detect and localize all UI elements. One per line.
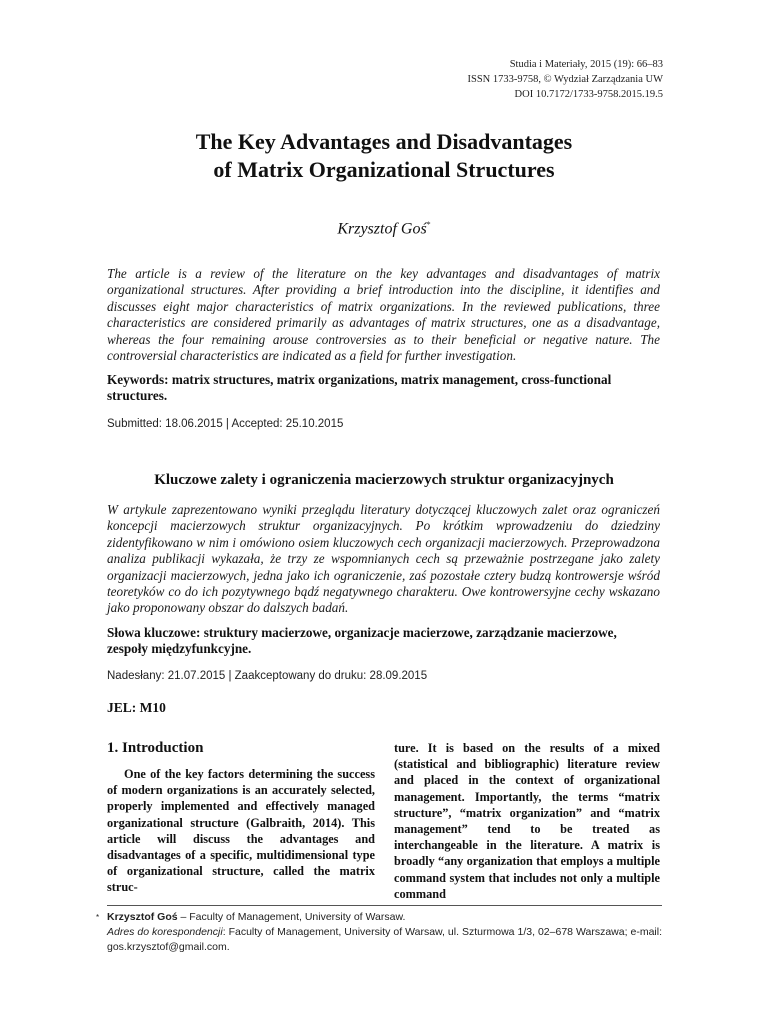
journal-meta	[467, 57, 663, 102]
footnote-address-label: Adres do korespondencji	[107, 926, 223, 938]
abstract-en: The article is a review of the literature on the key advantages and disadvantages of matrix organizational structures. After providing a brief introduction into the discipline, it identifies and discusses eight major characteristics of matrix organizations. In the reviewed publications, three characteristics are considered primarily as advantages of matrix structures, one as a disadvantage, whereas the four remaining arouse controversies as to their beneficial or negative nature. The controversial characteristics are indicated as a field for further investigation.	[107, 266, 660, 364]
doi-line: DOI 10.7172/1733-9758.2015.19.5	[514, 89, 663, 100]
author-footnote-mark: *	[426, 220, 431, 229]
keywords-pl-text: struktury macierzowe, organizacje macierzowe, zarządzanie macierzowe, zespoły międzyfunkcyjne.	[107, 625, 617, 657]
left-column	[107, 740, 375, 896]
jel-code: JEL: M10	[107, 700, 166, 715]
polish-title: Kluczowe zalety i ograniczenia macierzowych struktur organizacyjnych	[154, 472, 614, 488]
intro-text-right: ture. It is based on the results of a mixed (statistical and bibliographic) literature review and placed in the context of organizational management. Importantly, the terms “matrix structure”, “matrix organization” and “matrix management” tend to be treated as interchangeable in the literature. A matrix is broadly “any organization that employs a multiple command system that includes not only a multiple command	[394, 741, 660, 901]
abstract-pl: W artykule zaprezentowano wyniki przeglądu literatury dotyczącej kluczowych zalet oraz ograniczeń koncepcji macierzowych struktur organizacyjnych. Po krótkim wprowadzeniu do dziedziny zidentyfikowano w nim i omówiono osiem kluczowych cech organizacji macierzowych. Przeprowadzona analiza publikacji wykazała, że trzy ze wspomnianych cech są przeważnie postrzegane jako zalety organizacji macierzowych, jedna jako ich ograniczenie, zaś pozostałe cztery budzą kontrowersje wśród teoretyków co do ich pozytywnego bądź negatywnego charakteru. Owe kontrowersyjne cechy wskazano jako proponowany obszar do dalszych badań.	[107, 502, 660, 616]
issn-line: ISSN 1733-9758, © Wydział Zarządzania UW	[467, 74, 663, 85]
right-column	[394, 740, 660, 902]
footnote-affiliation-row	[107, 910, 662, 925]
footnote-address-row	[107, 925, 662, 955]
footnote-divider	[107, 905, 662, 906]
polish-dates: Nadesłany: 21.07.2015 | Zaakceptowany do druku: 28.09.2015	[107, 670, 428, 682]
footnote-address: : Faculty of Management, University of Warsaw, ul. Szturmowa 1/3, 02–678 Warszawa; e-mail: gos.krzysztof@gmail.com.	[107, 926, 662, 953]
keywords-pl-label: Słowa kluczowe:	[107, 625, 201, 640]
keywords-text: matrix structures, matrix organizations, matrix management, cross-functional structures.	[107, 372, 612, 404]
keywords-en	[107, 372, 660, 405]
footnote-author-name: Krzysztof Goś	[107, 911, 178, 923]
footnote-mark: *	[96, 913, 100, 922]
title-line-2: of Matrix Organizational Structures	[213, 157, 555, 182]
section-heading: 1. Introduction	[107, 740, 204, 756]
footnote	[96, 910, 662, 955]
keywords-pl	[107, 625, 660, 658]
article-title	[0, 128, 768, 184]
author-name: Krzysztof Goś	[337, 220, 427, 238]
title-line-1: The Key Advantages and Disadvantages	[195, 129, 573, 154]
submission-dates: Submitted: 18.06.2015 | Accepted: 25.10.2015	[107, 418, 344, 430]
journal-line: Studia i Materiały, 2015 (19): 66–83	[509, 59, 663, 70]
intro-text-left: One of the key factors determining the success of modern organizations is an accurately selected, properly implemented and effectively managed organizational structure (Galbraith, 2014). This article will discuss the advantages and disadvantages of a specific, multidimensional type of organizational structure, called the matrix struc-	[107, 767, 375, 895]
author	[0, 220, 768, 238]
footnote-affiliation: – Faculty of Management, University of Warsaw.	[177, 911, 406, 923]
keywords-label: Keywords:	[107, 372, 169, 387]
